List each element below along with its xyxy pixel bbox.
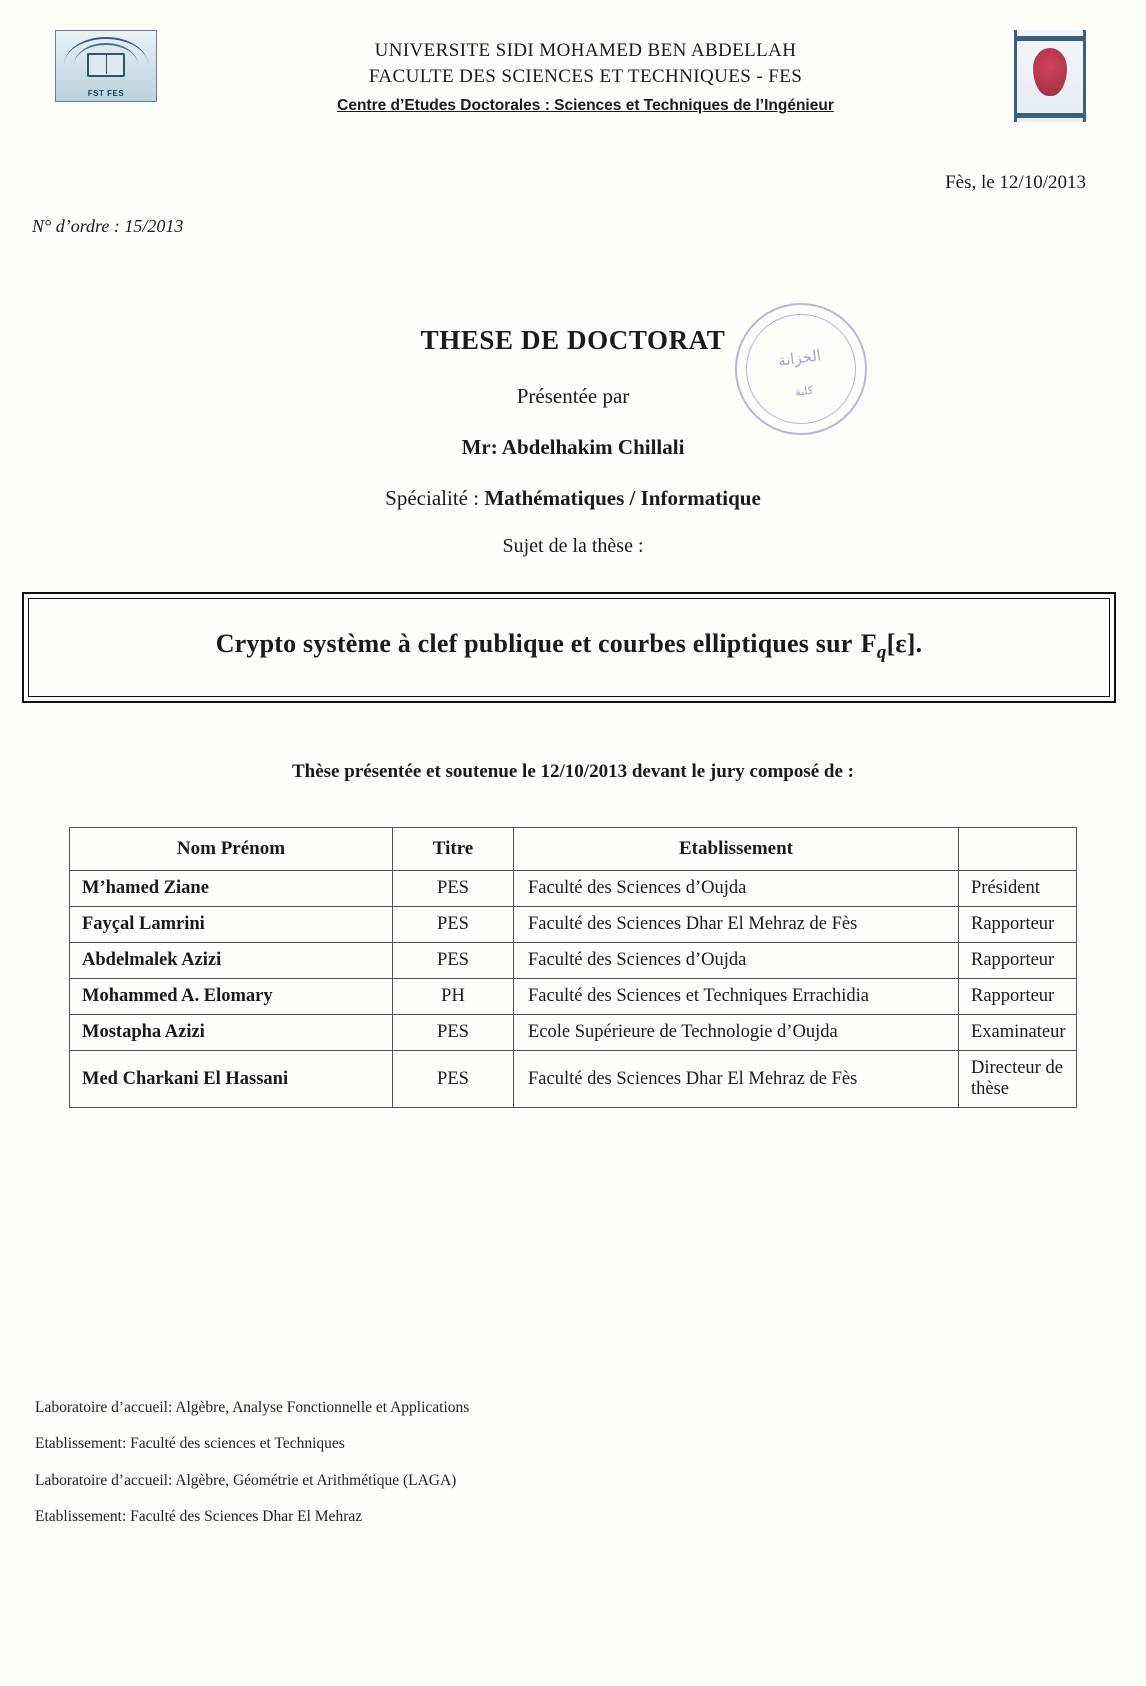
cell-establishment: Faculté des Sciences d’Oujda (514, 943, 959, 979)
table-row (70, 871, 1077, 907)
cell-name: Med Charkani El Hassani (70, 1051, 393, 1108)
fst-fes-logo-caption: FST FES (87, 89, 125, 98)
subject-label: Sujet de la thèse : (502, 535, 644, 557)
cell-title: PES (393, 907, 514, 943)
document-footer (35, 1390, 469, 1536)
column-header-title: Titre (393, 828, 514, 871)
cell-role: Président (959, 871, 1077, 907)
thesis-subject-main: Crypto système à clef publique et courbes elliptiques sur (215, 629, 853, 658)
university-heading (157, 30, 1014, 115)
footer-line-estab-1: Etablissement: Faculté des sciences et Techniques (35, 1435, 345, 1453)
stamp-text-bottom: كلية (794, 384, 814, 399)
thesis-heading-block (0, 325, 1146, 558)
cell-role: Rapporteur (959, 907, 1077, 943)
math-period: . (915, 629, 923, 658)
order-number: N° d’ordre : 15/2013 (32, 216, 184, 236)
cell-name: Fayçal Lamrini (70, 907, 393, 943)
faculty-name: FACULTE DES SCIENCES ET TECHNIQUES - FES (368, 65, 803, 87)
fst-fes-logo-icon (55, 30, 157, 102)
cell-title: PES (393, 1051, 514, 1108)
cell-name: Mohammed A. Elomary (70, 979, 393, 1015)
speciality-value: Mathématiques / Informatique (484, 486, 761, 510)
speciality-label: Spécialité : (385, 486, 485, 510)
footer-line-estab-2: Etablissement: Faculté des Sciences Dhar El Mehraz (35, 1508, 363, 1526)
footer-line-lab-1: Laboratoire d’accueil: Algèbre, Analyse Fonctionnelle et Applications (35, 1399, 470, 1416)
jury-table (69, 827, 1077, 1108)
jury-intro-text: Thèse présentée et soutenue le 12/10/2013 devant le jury composé de : (291, 761, 854, 783)
column-header-name: Nom Prénom (70, 828, 393, 871)
cell-establishment: Faculté des Sciences Dhar El Mehraz de Fès (514, 1051, 959, 1108)
cell-establishment: Ecole Supérieure de Technologie d’Oujda (514, 1015, 959, 1051)
stamp-text-top: الخزانة (777, 348, 823, 371)
author-name: Mr: Abdelhakim Chillali (461, 435, 685, 459)
column-header-role (959, 828, 1077, 871)
morocco-emblem-icon (1014, 30, 1086, 122)
page-title: THESE DE DOCTORAT (420, 325, 726, 355)
cell-title: PH (393, 979, 514, 1015)
cell-establishment: Faculté des Sciences d’Oujda (514, 871, 959, 907)
cell-title: PES (393, 871, 514, 907)
jury-table-body (70, 871, 1077, 1108)
cell-establishment: Faculté des Sciences et Techniques Errachidia (514, 979, 959, 1015)
column-header-establishment: Etablissement (514, 828, 959, 871)
cell-name: Mostapha Azizi (70, 1015, 393, 1051)
math-field-subscript: q (876, 642, 887, 664)
cell-role: Examinateur (959, 1015, 1077, 1051)
doctoral-center-name: Centre d’Etudes Doctorales : Sciences et Techniques de l’Ingénieur (337, 97, 834, 115)
cell-role: Rapporteur (959, 979, 1077, 1015)
cell-establishment: Faculté des Sciences Dhar El Mehraz de Fès (514, 907, 959, 943)
table-row (70, 979, 1077, 1015)
university-name: UNIVERSITE SIDI MOHAMED BEN ABDELLAH (374, 40, 797, 61)
document-header (0, 0, 1146, 122)
math-bracket-epsilon: [ε] (886, 629, 916, 658)
table-row (70, 907, 1077, 943)
thesis-subject-formula (859, 629, 923, 664)
cell-name: M’hamed Ziane (70, 871, 393, 907)
thesis-subject-box (22, 592, 1116, 703)
math-field-symbol: F (860, 629, 877, 658)
cell-name: Abdelmalek Azizi (70, 943, 393, 979)
table-row (70, 943, 1077, 979)
thesis-subject-text (49, 629, 1089, 664)
table-header-row (70, 828, 1077, 871)
presented-by-label: Présentée par (516, 384, 630, 408)
table-row (70, 1015, 1077, 1051)
footer-line-lab-2: Laboratoire d’accueil: Algèbre, Géométrie et Arithmétique (LAGA) (35, 1471, 457, 1489)
jury-table-header (70, 828, 1077, 871)
cell-role: Directeur de thèse (959, 1051, 1077, 1108)
cell-role: Rapporteur (959, 943, 1077, 979)
date-line: Fès, le 12/10/2013 (945, 172, 1086, 193)
speciality-line (0, 486, 1146, 511)
cell-title: PES (393, 1015, 514, 1051)
cell-title: PES (393, 943, 514, 979)
table-row (70, 1051, 1077, 1108)
